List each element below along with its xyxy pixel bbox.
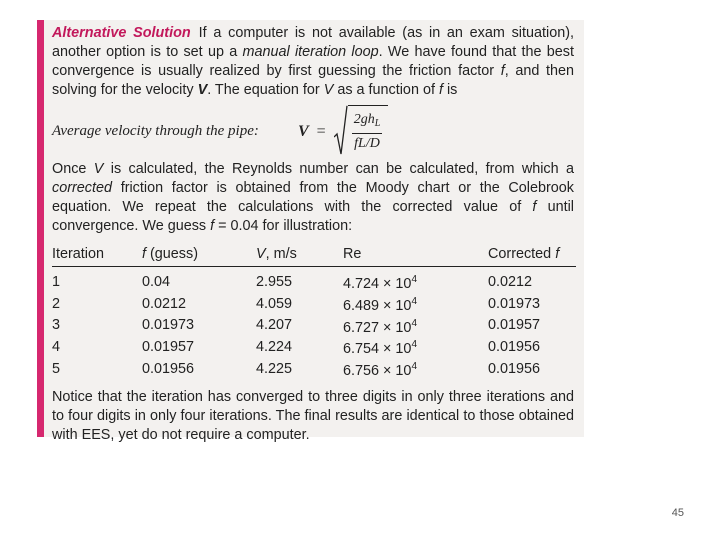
table-cell: $6.754 \times 10^4$ <box>343 339 417 358</box>
table-cell: $6.756 \times 10^4$ <box>343 361 417 379</box>
radical-sign-icon <box>334 105 348 157</box>
table-cell: 1 <box>52 273 61 290</box>
equation-lhs: V <box>298 122 309 140</box>
table-cell: 3 <box>52 317 61 334</box>
section-heading: Alternative Solution <box>52 25 191 41</box>
text-run: = 0.04 for illustration: <box>214 218 353 234</box>
text-run: is <box>442 82 458 98</box>
text-run: Re <box>343 245 362 262</box>
text-run: f <box>438 82 443 98</box>
text-run: , m/s <box>265 245 297 262</box>
table-cell: 0.01957 <box>142 339 195 356</box>
table-cell: 0.01956 <box>488 361 541 378</box>
text-run: V <box>93 161 104 177</box>
text-run: until convergence. We guess <box>52 199 574 234</box>
text-run: corrected <box>52 180 112 196</box>
iteration-table <box>52 244 576 380</box>
text-run: friction factor is obtained from the Moody chart or the Colebrook equation. We repeat the calculations with the corrected value of <box>52 180 574 215</box>
table-cell: 0.01973 <box>142 317 195 334</box>
column-header <box>256 244 343 267</box>
column-header <box>142 244 256 267</box>
text-run: as a function of <box>333 82 439 98</box>
square-root <box>334 105 389 157</box>
table-cell: $6.727 \times 10^4$ <box>343 317 417 336</box>
table-cell: $4.724 \times 10^4$ <box>343 274 417 292</box>
velocity-fraction <box>348 105 389 157</box>
table-row <box>52 336 576 358</box>
table-cell: 0.04 <box>142 273 171 290</box>
table-cell: 0.01973 <box>488 295 541 312</box>
text-run: V <box>323 82 334 98</box>
table-row <box>52 358 576 380</box>
table-cell: 0.01957 <box>488 317 541 334</box>
page-number: 45 <box>671 507 684 519</box>
text-run: f <box>142 245 146 262</box>
text-run: is calculated, the Reynolds number can be calculated, from which a <box>103 161 574 177</box>
text-run: V <box>256 245 266 262</box>
textbook-excerpt <box>44 20 584 443</box>
text-run: manual iteration loop <box>242 44 379 60</box>
table-cell: $6.489 \times 10^4$ <box>343 295 417 314</box>
table-cell: 4.059 <box>256 295 293 312</box>
column-header <box>52 244 142 267</box>
equation-label: Average velocity through the pipe: <box>52 122 259 139</box>
text-run: f <box>500 63 505 79</box>
fraction-denominator: fL/D <box>354 136 380 151</box>
table-cell: 4.207 <box>256 317 293 334</box>
table-row <box>52 267 576 293</box>
accent-bar <box>37 20 44 437</box>
table-cell: 0.0212 <box>488 273 533 290</box>
text-run: f <box>532 199 537 215</box>
text-run: Corrected <box>488 245 556 262</box>
table-cell: 0.01956 <box>488 339 541 356</box>
text-run: V <box>197 82 208 98</box>
equation-equals: = <box>316 122 326 140</box>
table-cell: 4.224 <box>256 339 293 356</box>
fraction-numerator: $2gh_L$ <box>352 110 383 134</box>
closing-paragraph: Notice that the iteration has converged to three digits in only three iterations and to four digits in only four iterations. The final results are identical to those obtained with EES, yet do not require a computer. <box>52 388 574 443</box>
table-header-row <box>52 244 576 267</box>
middle-paragraph <box>52 160 574 236</box>
text-run: . The equation for <box>207 82 324 98</box>
table-cell: 4.225 <box>256 361 293 378</box>
table-body <box>52 267 576 380</box>
text-run: , and then solving for the velocity <box>52 63 574 98</box>
column-header <box>343 244 488 267</box>
text-run: Iteration <box>52 245 104 262</box>
table-cell: 5 <box>52 361 61 378</box>
table-cell: 0.0212 <box>142 295 187 312</box>
table-row <box>52 315 576 337</box>
table-cell: 0.01956 <box>142 361 195 378</box>
column-header <box>488 244 576 267</box>
velocity-equation <box>52 102 574 160</box>
table-cell: 2 <box>52 295 61 312</box>
text-run: f <box>555 245 560 262</box>
text-run: f <box>210 218 215 234</box>
text-run: If a computer is not available (as in an exam situation), another option is to set up a <box>52 25 574 60</box>
text-run: Once <box>52 161 94 177</box>
text-run: . We have found that the best convergence is usually realized by first guessing the friction factor <box>52 44 574 79</box>
table-cell: 4 <box>52 339 61 356</box>
table-cell: 2.955 <box>256 273 293 290</box>
table-row <box>52 293 576 315</box>
text-run: (guess) <box>146 245 198 262</box>
intro-paragraph <box>52 24 574 100</box>
